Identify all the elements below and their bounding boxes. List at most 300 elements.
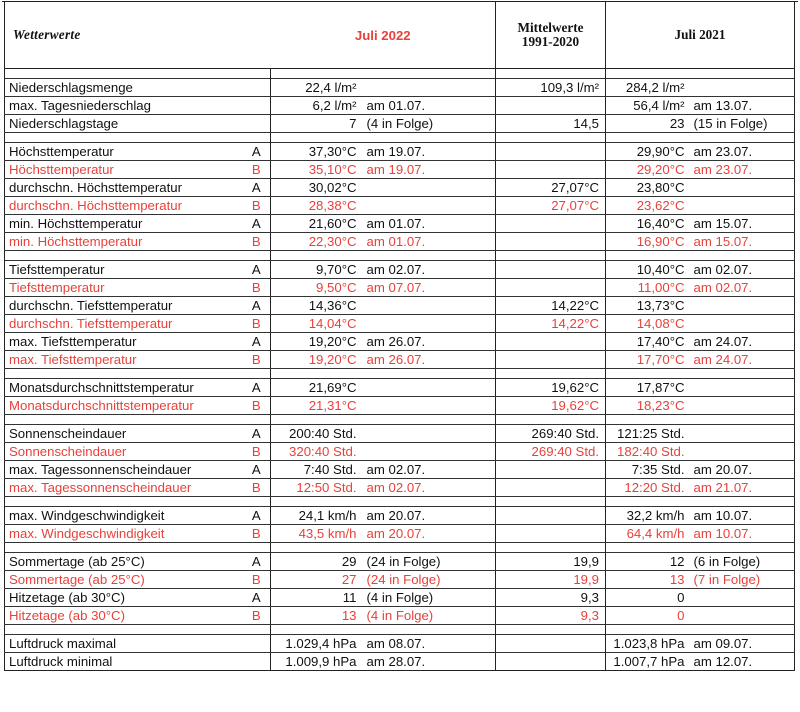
station-code: B <box>243 233 271 251</box>
spacer-cell <box>496 543 606 553</box>
row-label: max. Tiefsttemperatur <box>5 351 243 369</box>
value-2022: 24,1 km/h <box>271 507 363 525</box>
row-label: Monatsdurchschnittstemperatur <box>5 379 243 397</box>
row-label: Höchsttemperatur <box>5 161 243 179</box>
spacer-cell <box>606 625 690 635</box>
row-label: Monatsdurchschnittstemperatur <box>5 397 243 415</box>
table-row <box>5 351 795 369</box>
value-2021: 17,70°C <box>606 351 690 369</box>
station-code: B <box>243 197 271 215</box>
spacer-cell <box>271 415 363 425</box>
spacer-cell <box>606 415 690 425</box>
value-2022: 43,5 km/h <box>271 525 363 543</box>
value-2022: 7 <box>271 115 363 133</box>
row-label: max. Windgeschwindigkeit <box>5 507 243 525</box>
value-mittel: 9,3 <box>496 589 606 607</box>
note-2022: am 26.07. <box>363 351 496 369</box>
note-2022 <box>363 179 496 197</box>
value-2022: 9,70°C <box>271 261 363 279</box>
row-label: max. Tagesniederschlag <box>5 97 243 115</box>
spacer-cell <box>243 543 271 553</box>
station-code <box>243 115 271 133</box>
value-mittel: 109,3 l/m² <box>496 79 606 97</box>
value-mittel <box>496 653 606 671</box>
value-2022: 1.009,9 hPa <box>271 653 363 671</box>
table-row <box>5 215 795 233</box>
value-2021: 23,62°C <box>606 197 690 215</box>
value-mittel <box>496 635 606 653</box>
spacer-cell <box>606 543 690 553</box>
note-2022: (4 in Folge) <box>363 589 496 607</box>
table-row <box>5 607 795 625</box>
note-2021: am 10.07. <box>690 507 795 525</box>
spacer-cell <box>606 497 690 507</box>
value-2021: 13 <box>606 571 690 589</box>
note-2022 <box>363 197 496 215</box>
note-2022 <box>363 79 496 97</box>
station-code: A <box>243 379 271 397</box>
station-code: A <box>243 461 271 479</box>
spacer-cell <box>5 497 243 507</box>
value-2021: 12:20 Std. <box>606 479 690 497</box>
station-code: B <box>243 351 271 369</box>
value-2022: 200:40 Std. <box>271 425 363 443</box>
row-label: Niederschlagsmenge <box>5 79 243 97</box>
value-mittel: 19,9 <box>496 571 606 589</box>
row-label: Sonnenscheindauer <box>5 425 243 443</box>
table-row <box>5 553 795 571</box>
spacer-cell <box>5 415 243 425</box>
table-row <box>5 525 795 543</box>
row-label: durchschn. Tiefsttemperatur <box>5 315 243 333</box>
value-2021: 7:35 Std. <box>606 461 690 479</box>
value-mittel: 19,62°C <box>496 379 606 397</box>
table-row <box>5 115 795 133</box>
spacer-cell <box>690 543 795 553</box>
station-code: B <box>243 161 271 179</box>
value-mittel <box>496 479 606 497</box>
spacer-cell <box>496 497 606 507</box>
note-2022: am 28.07. <box>363 653 496 671</box>
row-label: max. Windgeschwindigkeit <box>5 525 243 543</box>
station-code: A <box>243 261 271 279</box>
spacer-cell <box>690 625 795 635</box>
station-code: A <box>243 589 271 607</box>
page-title: Wetterwerte <box>5 2 271 69</box>
value-2022: 14,36°C <box>271 297 363 315</box>
value-2022: 21,60°C <box>271 215 363 233</box>
note-2022: am 02.07. <box>363 461 496 479</box>
value-mittel: 14,22°C <box>496 315 606 333</box>
note-2021: am 10.07. <box>690 525 795 543</box>
note-2021 <box>690 425 795 443</box>
station-code: A <box>243 333 271 351</box>
spacer-cell <box>5 69 243 79</box>
spacer-cell <box>606 369 690 379</box>
spacer-cell <box>243 251 271 261</box>
value-2021: 10,40°C <box>606 261 690 279</box>
note-2022: am 01.07. <box>363 97 496 115</box>
note-2021 <box>690 443 795 461</box>
note-2022: am 20.07. <box>363 525 496 543</box>
spacer-cell <box>690 369 795 379</box>
station-code: B <box>243 571 271 589</box>
note-2021: am 21.07. <box>690 479 795 497</box>
value-mittel <box>496 333 606 351</box>
note-2022: am 26.07. <box>363 333 496 351</box>
note-2021: am 20.07. <box>690 461 795 479</box>
value-2021: 0 <box>606 589 690 607</box>
weather-table <box>4 2 795 671</box>
table-row <box>5 79 795 97</box>
table-row <box>5 589 795 607</box>
spacer-cell <box>243 415 271 425</box>
note-2021 <box>690 397 795 415</box>
spacer-cell <box>363 69 496 79</box>
value-2022: 19,20°C <box>271 333 363 351</box>
group-spacer <box>5 369 795 379</box>
row-label: Luftdruck minimal <box>5 653 243 671</box>
value-mittel <box>496 215 606 233</box>
value-2021: 12 <box>606 553 690 571</box>
value-mittel <box>496 97 606 115</box>
value-2022: 28,38°C <box>271 197 363 215</box>
station-code: B <box>243 607 271 625</box>
group-spacer <box>5 69 795 79</box>
value-2021: 17,87°C <box>606 379 690 397</box>
spacer-cell <box>363 625 496 635</box>
note-2022: (24 in Folge) <box>363 553 496 571</box>
note-2022: am 07.07. <box>363 279 496 297</box>
value-2021: 14,08°C <box>606 315 690 333</box>
note-2021 <box>690 379 795 397</box>
table-row <box>5 635 795 653</box>
spacer-cell <box>243 69 271 79</box>
spacer-cell <box>5 369 243 379</box>
spacer-cell <box>363 543 496 553</box>
note-2021: am 24.07. <box>690 333 795 351</box>
note-2022: (24 in Folge) <box>363 571 496 589</box>
note-2022: (4 in Folge) <box>363 115 496 133</box>
note-2021 <box>690 297 795 315</box>
value-mittel <box>496 279 606 297</box>
station-code: B <box>243 443 271 461</box>
value-mittel: 19,9 <box>496 553 606 571</box>
value-2021: 56,4 l/m² <box>606 97 690 115</box>
value-mittel <box>496 143 606 161</box>
note-2021 <box>690 197 795 215</box>
station-code: A <box>243 297 271 315</box>
value-mittel <box>496 351 606 369</box>
row-label: max. Tagessonnenscheindauer <box>5 479 243 497</box>
value-2021: 29,90°C <box>606 143 690 161</box>
spacer-cell <box>363 133 496 143</box>
row-label: Hitzetage (ab 30°C) <box>5 607 243 625</box>
row-label: max. Tagessonnenscheindauer <box>5 461 243 479</box>
spacer-cell <box>271 543 363 553</box>
group-spacer <box>5 497 795 507</box>
note-2021 <box>690 607 795 625</box>
spacer-cell <box>363 251 496 261</box>
spacer-cell <box>243 497 271 507</box>
note-2022: am 19.07. <box>363 161 496 179</box>
value-2022: 11 <box>271 589 363 607</box>
header-row <box>5 2 795 69</box>
value-mittel: 14,22°C <box>496 297 606 315</box>
value-2022: 29 <box>271 553 363 571</box>
table-row <box>5 261 795 279</box>
spacer-cell <box>690 133 795 143</box>
station-code: B <box>243 525 271 543</box>
row-label: Höchsttemperatur <box>5 143 243 161</box>
note-2021: am 13.07. <box>690 97 795 115</box>
table-row <box>5 179 795 197</box>
note-2021: (15 in Folge) <box>690 115 795 133</box>
spacer-cell <box>690 251 795 261</box>
station-code: B <box>243 315 271 333</box>
row-label: max. Tiefsttemperatur <box>5 333 243 351</box>
row-label: Sommertage (ab 25°C) <box>5 571 243 589</box>
note-2021: am 24.07. <box>690 351 795 369</box>
value-2022: 320:40 Std. <box>271 443 363 461</box>
value-mittel <box>496 161 606 179</box>
group-spacer <box>5 543 795 553</box>
value-2021: 32,2 km/h <box>606 507 690 525</box>
spacer-cell <box>606 133 690 143</box>
row-label: Tiefsttemperatur <box>5 279 243 297</box>
station-code <box>243 653 271 671</box>
value-2022: 19,20°C <box>271 351 363 369</box>
note-2022 <box>363 315 496 333</box>
value-2021: 23,80°C <box>606 179 690 197</box>
value-mittel <box>496 261 606 279</box>
spacer-cell <box>606 251 690 261</box>
spacer-cell <box>496 369 606 379</box>
spacer-cell <box>690 415 795 425</box>
value-2022: 21,69°C <box>271 379 363 397</box>
value-2022: 30,02°C <box>271 179 363 197</box>
station-code: B <box>243 397 271 415</box>
station-code: A <box>243 507 271 525</box>
spacer-cell <box>496 133 606 143</box>
value-2021: 23 <box>606 115 690 133</box>
station-code: A <box>243 215 271 233</box>
station-code: A <box>243 179 271 197</box>
spacer-cell <box>363 415 496 425</box>
spacer-cell <box>243 133 271 143</box>
value-2022: 37,30°C <box>271 143 363 161</box>
spacer-cell <box>5 251 243 261</box>
station-code <box>243 79 271 97</box>
row-label: durchschn. Höchsttemperatur <box>5 197 243 215</box>
value-2022: 6,2 l/m² <box>271 97 363 115</box>
table-row <box>5 425 795 443</box>
station-code: A <box>243 553 271 571</box>
value-2021: 18,23°C <box>606 397 690 415</box>
value-2021: 16,40°C <box>606 215 690 233</box>
spacer-cell <box>271 133 363 143</box>
note-2021: am 15.07. <box>690 233 795 251</box>
group-spacer <box>5 625 795 635</box>
value-2022: 21,31°C <box>271 397 363 415</box>
value-mittel: 269:40 Std. <box>496 443 606 461</box>
row-label: Luftdruck maximal <box>5 635 243 653</box>
note-2021: am 09.07. <box>690 635 795 653</box>
value-2021: 16,90°C <box>606 233 690 251</box>
value-mittel: 9,3 <box>496 607 606 625</box>
spacer-cell <box>271 69 363 79</box>
table-row <box>5 443 795 461</box>
table-row <box>5 653 795 671</box>
table-row <box>5 297 795 315</box>
station-code: B <box>243 479 271 497</box>
value-2022: 35,10°C <box>271 161 363 179</box>
spacer-cell <box>271 369 363 379</box>
note-2022 <box>363 397 496 415</box>
spacer-cell <box>690 497 795 507</box>
header-juli-2021: Juli 2021 <box>606 2 795 69</box>
value-2021: 182:40 Std. <box>606 443 690 461</box>
header-mittelwerte-line2: 1991-2020 <box>521 34 580 49</box>
value-2022: 14,04°C <box>271 315 363 333</box>
spacer-cell <box>363 497 496 507</box>
row-label: Tiefsttemperatur <box>5 261 243 279</box>
spacer-cell <box>363 369 496 379</box>
spacer-cell <box>271 625 363 635</box>
note-2021: am 15.07. <box>690 215 795 233</box>
spacer-cell <box>496 251 606 261</box>
row-label: durchschn. Höchsttemperatur <box>5 179 243 197</box>
value-2022: 7:40 Std. <box>271 461 363 479</box>
value-2021: 64,4 km/h <box>606 525 690 543</box>
value-mittel <box>496 507 606 525</box>
value-2021: 17,40°C <box>606 333 690 351</box>
group-spacer <box>5 415 795 425</box>
spacer-cell <box>496 415 606 425</box>
row-label: Sommertage (ab 25°C) <box>5 553 243 571</box>
value-mittel <box>496 233 606 251</box>
note-2022 <box>363 297 496 315</box>
weather-sheet <box>2 1 798 710</box>
value-2022: 22,30°C <box>271 233 363 251</box>
table-row <box>5 461 795 479</box>
value-2022: 12:50 Std. <box>271 479 363 497</box>
note-2022: am 01.07. <box>363 215 496 233</box>
value-2022: 27 <box>271 571 363 589</box>
station-code: B <box>243 279 271 297</box>
row-label: Sonnenscheindauer <box>5 443 243 461</box>
value-mittel: 269:40 Std. <box>496 425 606 443</box>
value-2022: 9,50°C <box>271 279 363 297</box>
note-2021 <box>690 79 795 97</box>
header-juli-2022: Juli 2022 <box>271 2 496 69</box>
table-row <box>5 197 795 215</box>
value-2021: 29,20°C <box>606 161 690 179</box>
note-2021: am 12.07. <box>690 653 795 671</box>
table-row <box>5 279 795 297</box>
note-2021 <box>690 589 795 607</box>
spacer-cell <box>243 369 271 379</box>
table-row <box>5 571 795 589</box>
note-2022: am 08.07. <box>363 635 496 653</box>
row-label: Hitzetage (ab 30°C) <box>5 589 243 607</box>
row-label: durchschn. Tiefsttemperatur <box>5 297 243 315</box>
spacer-cell <box>271 251 363 261</box>
station-code: A <box>243 425 271 443</box>
station-code <box>243 97 271 115</box>
note-2021: am 02.07. <box>690 261 795 279</box>
spacer-cell <box>690 69 795 79</box>
table-row <box>5 479 795 497</box>
note-2022: am 20.07. <box>363 507 496 525</box>
note-2021: (7 in Folge) <box>690 571 795 589</box>
note-2021: am 02.07. <box>690 279 795 297</box>
note-2022: am 02.07. <box>363 479 496 497</box>
value-2022: 22,4 l/m² <box>271 79 363 97</box>
table-row <box>5 97 795 115</box>
row-label: Niederschlagstage <box>5 115 243 133</box>
note-2022: am 19.07. <box>363 143 496 161</box>
table-row <box>5 143 795 161</box>
spacer-cell <box>5 543 243 553</box>
value-2021: 0 <box>606 607 690 625</box>
table-row <box>5 315 795 333</box>
value-2022: 1.029,4 hPa <box>271 635 363 653</box>
value-2021: 284,2 l/m² <box>606 79 690 97</box>
value-mittel: 27,07°C <box>496 197 606 215</box>
value-mittel <box>496 461 606 479</box>
note-2022: am 02.07. <box>363 261 496 279</box>
table-row <box>5 333 795 351</box>
value-mittel: 19,62°C <box>496 397 606 415</box>
value-mittel <box>496 525 606 543</box>
note-2021: (6 in Folge) <box>690 553 795 571</box>
table-row <box>5 507 795 525</box>
note-2021 <box>690 315 795 333</box>
note-2022 <box>363 425 496 443</box>
spacer-cell <box>243 625 271 635</box>
note-2022: am 01.07. <box>363 233 496 251</box>
header-mittelwerte-line1: Mittelwerte <box>517 20 584 35</box>
station-code: A <box>243 143 271 161</box>
header-mittelwerte <box>496 2 606 69</box>
group-spacer <box>5 251 795 261</box>
table-row <box>5 161 795 179</box>
note-2022: (4 in Folge) <box>363 607 496 625</box>
note-2022 <box>363 379 496 397</box>
value-mittel: 14,5 <box>496 115 606 133</box>
value-2021: 1.007,7 hPa <box>606 653 690 671</box>
spacer-cell <box>496 69 606 79</box>
spacer-cell <box>5 625 243 635</box>
value-mittel: 27,07°C <box>496 179 606 197</box>
row-label: min. Höchsttemperatur <box>5 233 243 251</box>
table-row <box>5 397 795 415</box>
table-row <box>5 233 795 251</box>
value-2021: 121:25 Std. <box>606 425 690 443</box>
value-2021: 13,73°C <box>606 297 690 315</box>
value-2021: 11,00°C <box>606 279 690 297</box>
note-2022 <box>363 443 496 461</box>
note-2021: am 23.07. <box>690 143 795 161</box>
spacer-cell <box>5 133 243 143</box>
row-label: min. Höchsttemperatur <box>5 215 243 233</box>
spacer-cell <box>271 497 363 507</box>
table-row <box>5 379 795 397</box>
spacer-cell <box>606 69 690 79</box>
note-2021 <box>690 179 795 197</box>
station-code <box>243 635 271 653</box>
